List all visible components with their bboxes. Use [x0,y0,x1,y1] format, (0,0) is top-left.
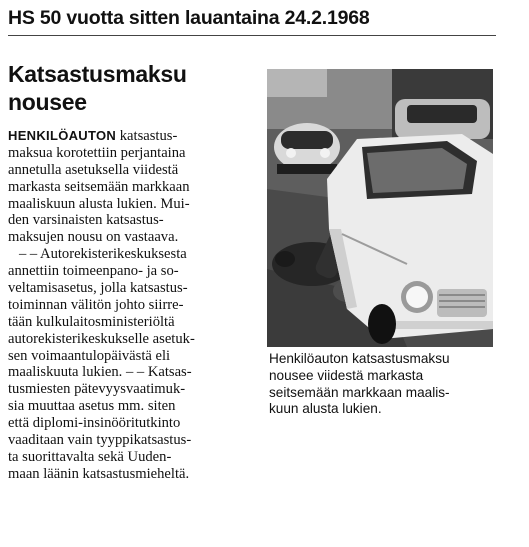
body-line: ta suorittavalta sekä Uuden- [8,448,172,465]
section-kicker: HS 50 vuotta sitten lauantaina 24.2.1968 [8,7,370,29]
body-line: den varsinaisten katsastus- [8,212,164,229]
lead-word: HENKILÖAUTON [8,128,117,143]
caption-line: seitsemään markkaan maalis- [269,384,450,400]
body-line: maan läänin katsastusmieheltä. [8,465,190,482]
caption-line: Henkilöauton katsastusmaksu [269,351,450,366]
body-line: – – Autorekisterikeskuksesta [8,246,187,263]
body-line: annettiin toimeenpano- ja so- [8,263,179,280]
body-line: annetulla asetuksella viidestä [8,161,179,178]
photo-caption [269,351,504,418]
body-line-text: katsastus- [116,128,178,144]
headline-line-2: nousee [8,89,87,115]
body-line: sia muuttaa asetus mm. siten [8,398,176,415]
body-line: maaliskuun alusta lukien. Mui- [8,195,190,212]
article-body [8,128,258,483]
body-line: autorekisterikeskukselle asetuk- [8,330,195,347]
body-line: maaliskuuta lukien. – – Katsas- [8,364,192,381]
body-line: sen voimaantulopäivästä eli [8,347,171,364]
body-line: toiminnan välitön johto siirre- [8,296,184,313]
headline-line-1: Katsastusmaksu [8,61,187,87]
caption-line: kuun alusta lukien. [269,401,382,417]
body-line: että diplomi-insinööritutkinto [8,415,181,432]
body-line: veltamisasetus, jolla katsastus- [8,280,188,297]
body-line: tusmiesten pätevyysvaatimuk- [8,381,186,398]
body-line: vaaditaan vain tyyppikatsastus- [8,432,192,449]
article-headline [8,60,258,116]
body-line: maksua korotettiin perjantaina [8,144,186,161]
body-line [8,128,258,145]
body-line: markasta seitsemään markkaan [8,178,190,195]
body-line: maksujen nousu on vastaava. [8,229,179,246]
photo-illustration [267,69,493,347]
header-divider [8,35,496,36]
body-line: tään kulkulaitosministeriöltä [8,313,175,330]
article-photo [267,69,493,347]
caption-line: nousee viidestä markasta [269,367,424,383]
